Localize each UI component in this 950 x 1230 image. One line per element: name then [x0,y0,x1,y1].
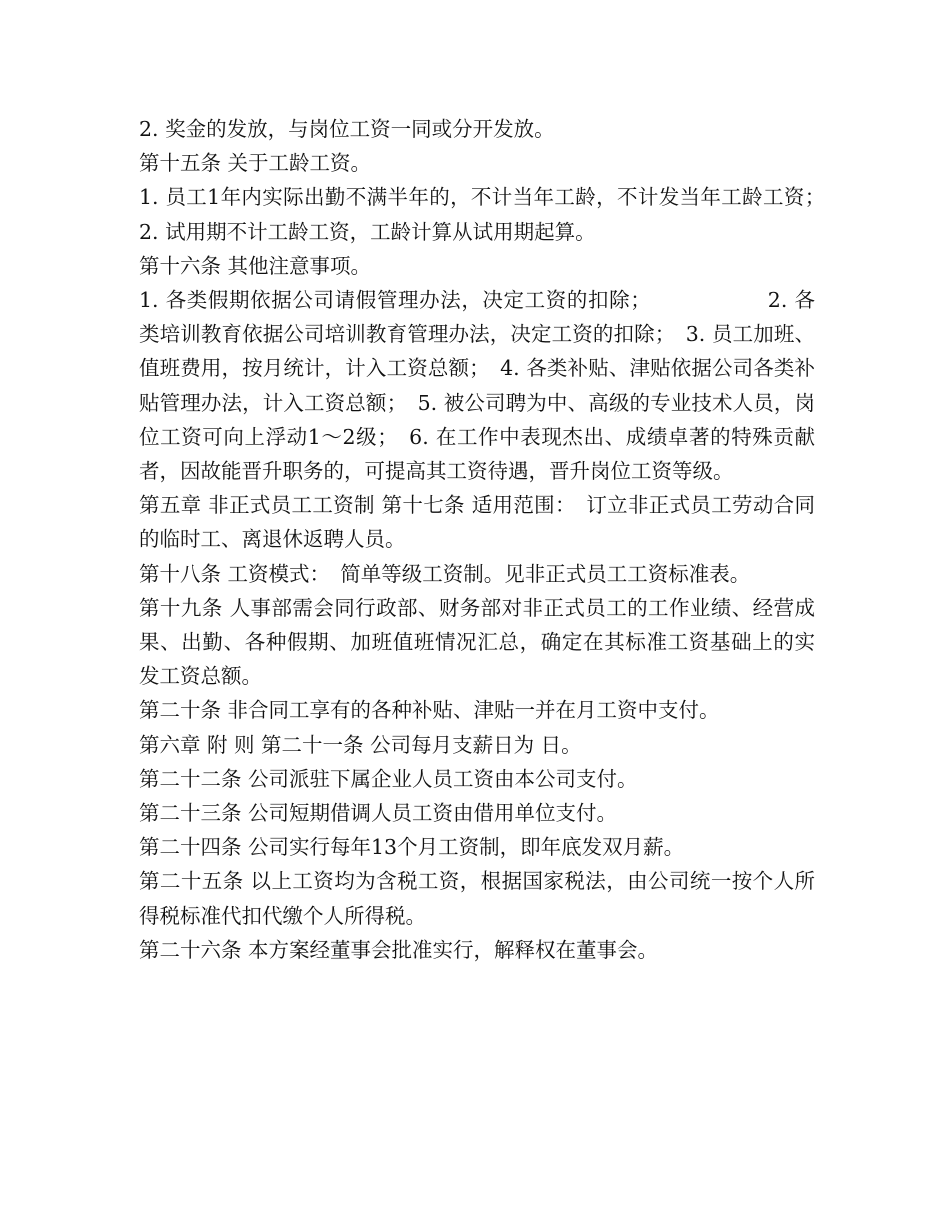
article-22: 第二十二条 公司派驻下属企业人员工资由本公司支付。 [139,766,638,791]
article-24: 第二十四条 公司实行每年13个月工资制，即年底发双月薪。 [139,835,685,860]
article-26: 第二十六条 本方案经董事会批准实行，解释权在董事会。 [139,937,659,962]
paragraph-seniority-rules: 1. 员工1年内实际出勤不满半年的，不计当年工龄，不计发当年工龄工资； 2. 试用期不计工龄工资，工龄计算从试用期起算。 [139,185,836,244]
chapter-6-article-21: 第六章 附 则 第二十一条 公司每月支薪日为 日。 [139,732,582,757]
article-25: 第二十五条 以上工资均为含税工资，根据国家税法，由公司统一按个人所得税标准代扣代缴个人所得税。 [139,869,815,928]
article-20: 第二十条 非合同工享有的各种补贴、津贴一并在月工资中支付。 [139,698,720,723]
article-19: 第十九条 人事部需会同行政部、财务部对非正式员工的工作业绩、经营成果、出勤、各种假期、加班值班情况汇总，确定在其标准工资基础上的实发工资总额。 [139,595,815,689]
article-15-heading: 第十五条 关于工龄工资。 [139,151,372,176]
article-23: 第二十三条 公司短期借调人员工资由借用单位支付。 [139,801,618,826]
chapter-5-article-17: 第五章 非正式员工工资制 第十七条 适用范围： 订立非正式员工劳动合同的临时工、离退休返聘人员。 [139,493,815,552]
document-body [139,112,836,967]
article-18: 第十八条 工资模式： 简单等级工资制。见非正式员工工资标准表。 [139,561,751,586]
paragraph-other-notes: 1. 各类假期依据公司请假管理办法，决定工资的扣除； 2. 各类培训教育依据公司培训教育管理办法，决定工资的扣除； 3. 员工加班、值班费用，按月统计，计入工资总额； 4. 各类补贴、津贴依据公司各类补贴管理办法，计入工资总额； 5. 被公司聘为中、高级的专业技术人员，岗位工资可向上浮动1～2级； 6. 在工作中表现杰出、成绩卓著的特殊贡献者，因故能晋升职务的，可提高其工资待遇，晋升岗位工资等级。 [139,288,815,484]
article-16-heading: 第十六条 其他注意事项。 [139,253,372,278]
paragraph-bonus-payment: 2. 奖金的发放，与岗位工资一同或分开发放。 [139,117,555,141]
